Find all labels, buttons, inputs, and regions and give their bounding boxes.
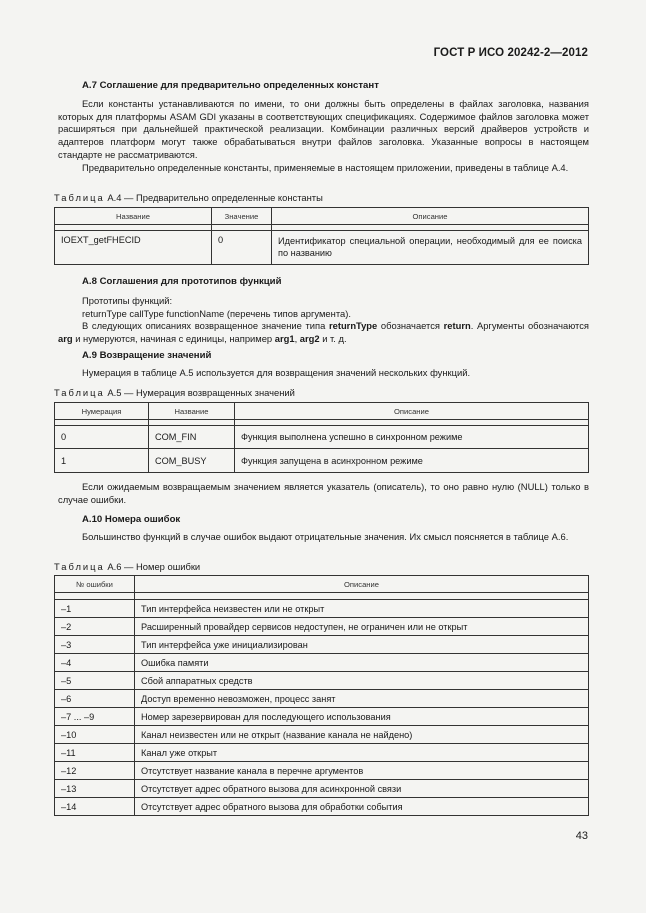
table-cell: Идентификатор специальной операции, необходимый для ее поиска по названию bbox=[272, 231, 589, 265]
section-a10 bbox=[58, 514, 589, 544]
table-cell: COM_FIN bbox=[149, 426, 235, 449]
table-cell: Отсутствует адрес обратного вызова для обработки события bbox=[135, 798, 589, 816]
table-a5-header: Описание bbox=[235, 403, 589, 420]
section-a9-para: Нумерация в таблице А.5 используется для возвращения значений нескольких функций. bbox=[82, 366, 471, 378]
table-a4-caption-text: А.4 — Предварительно определенные константы bbox=[107, 192, 323, 203]
pointer-note bbox=[58, 481, 589, 507]
section-a10-heading: А.10 Номера ошибок bbox=[82, 514, 181, 525]
table-cell: Функция выполнена успешно в синхронном режиме bbox=[235, 426, 589, 449]
table-a5-header: Нумерация bbox=[55, 403, 149, 420]
section-a8-line2: returnType callType functionName (перечень типов аргумента). bbox=[82, 307, 351, 319]
table-a4-caption-label: Таблица bbox=[54, 192, 105, 203]
table-cell: Функция запущена в асинхронном режиме bbox=[235, 449, 589, 473]
table-cell: –11 bbox=[55, 744, 135, 762]
table-cell: 0 bbox=[212, 231, 272, 265]
section-a8-heading: А.8 Соглашения для прототипов функций bbox=[82, 276, 282, 287]
table-cell: –13 bbox=[55, 780, 135, 798]
table-row bbox=[55, 744, 589, 762]
table-cell: Тип интерфейса уже инициализирован bbox=[135, 636, 589, 654]
table-cell: –7 ... –9 bbox=[55, 708, 135, 726]
section-a7 bbox=[58, 80, 589, 175]
table-row bbox=[55, 726, 589, 744]
table-a4-header: Название bbox=[55, 208, 212, 225]
table-a5 bbox=[54, 402, 589, 473]
table-a4-header: Значение bbox=[212, 208, 272, 225]
section-a8-para: В следующих описаниях возвращенное значение типа returnType обозначается return. Аргументы обозначаются arg и нумеруются, начиная с единицы, например arg1, arg2 и т. д. bbox=[58, 320, 589, 345]
table-cell: –3 bbox=[55, 636, 135, 654]
page-number: 43 bbox=[575, 830, 588, 842]
table-cell: Канал уже открыт bbox=[135, 744, 589, 762]
table-cell: –4 bbox=[55, 654, 135, 672]
table-cell: 0 bbox=[55, 426, 149, 449]
table-a5-caption bbox=[54, 387, 585, 400]
table-row bbox=[55, 708, 589, 726]
table-cell: Канал неизвестен или не открыт (название канала не найдено) bbox=[135, 726, 589, 744]
table-row bbox=[55, 762, 589, 780]
table-a5-caption-label: Таблица bbox=[54, 387, 105, 398]
section-a8 bbox=[58, 276, 589, 346]
section-a10-para: Большинство функций в случае ошибок выдают отрицательные значения. Их смысл поясняется в таблице А.6. bbox=[82, 530, 569, 542]
table-cell: 1 bbox=[55, 449, 149, 473]
table-cell: –2 bbox=[55, 618, 135, 636]
table-row bbox=[55, 231, 589, 265]
table-cell: Тип интерфейса неизвестен или не открыт bbox=[135, 600, 589, 618]
table-cell: Расширенный провайдер сервисов недоступен, не ограничен или не открыт bbox=[135, 618, 589, 636]
table-a6-header: Описание bbox=[135, 576, 589, 593]
pointer-note-para: Если ожидаемым возвращаемым значением является указатель (описатель), то оно равно нулю (NULL) только в случае ошибки. bbox=[58, 481, 589, 505]
table-cell: –12 bbox=[55, 762, 135, 780]
section-a7-para2: Предварительно определенные константы, применяемые в настоящем приложении, приведены в таблице А.4. bbox=[82, 161, 569, 173]
section-a7-heading: А.7 Соглашение для предварительно определенных констант bbox=[82, 80, 379, 91]
table-cell: –6 bbox=[55, 690, 135, 708]
table-a5-header: Название bbox=[149, 403, 235, 420]
table-cell: IOEXT_getFHECID bbox=[55, 231, 212, 265]
table-cell: –14 bbox=[55, 798, 135, 816]
table-cell: COM_BUSY bbox=[149, 449, 235, 473]
section-a9-heading: А.9 Возвращение значений bbox=[82, 350, 212, 361]
section-a8-line1: Прототипы функций: bbox=[82, 294, 173, 306]
table-row bbox=[55, 449, 589, 473]
table-row bbox=[55, 426, 589, 449]
table-a6 bbox=[54, 575, 589, 816]
table-cell: –5 bbox=[55, 672, 135, 690]
table-cell: Отсутствует адрес обратного вызова для асинхронной связи bbox=[135, 780, 589, 798]
table-cell: –1 bbox=[55, 600, 135, 618]
table-cell: Сбой аппаратных средств bbox=[135, 672, 589, 690]
table-cell: Доступ временно невозможен, процесс занят bbox=[135, 690, 589, 708]
section-a7-para1: Если константы устанавливаются по имени, то они должны быть определены в файлах заголовка, названия которых для платформы ASAM GDI указаны в соответствующих спецификациях. Содержимое файлов заголовка может расширяться при дальнейшей практической реализации. Комбинации различных версий драйверов устройств и адаптеров платформ могут также обрабатываться внутри файлов заголовка. Указанные вопросы в настоящем стандарте не рассматриваются. bbox=[58, 97, 589, 160]
table-a6-caption-label: Таблица bbox=[54, 561, 105, 572]
table-a4 bbox=[54, 207, 589, 265]
standard-header: ГОСТ Р ИСО 20242-2—2012 bbox=[433, 47, 588, 59]
table-row bbox=[55, 654, 589, 672]
section-a9 bbox=[58, 350, 589, 380]
table-a5-caption-text: А.5 — Нумерация возвращенных значений bbox=[107, 387, 295, 398]
table-row bbox=[55, 798, 589, 816]
table-row bbox=[55, 672, 589, 690]
table-row bbox=[55, 618, 589, 636]
table-a6-caption-text: А.6 — Номер ошибки bbox=[107, 561, 201, 572]
table-cell: Номер зарезервирован для последующего использования bbox=[135, 708, 589, 726]
table-a6-caption bbox=[54, 561, 585, 574]
table-row bbox=[55, 690, 589, 708]
table-a4-header: Описание bbox=[272, 208, 589, 225]
table-a4-caption bbox=[54, 192, 585, 205]
table-cell: Ошибка памяти bbox=[135, 654, 589, 672]
table-a6-header: № ошибки bbox=[55, 576, 135, 593]
table-row bbox=[55, 636, 589, 654]
table-row bbox=[55, 780, 589, 798]
table-cell: Отсутствует название канала в перечне аргументов bbox=[135, 762, 589, 780]
table-row bbox=[55, 600, 589, 618]
table-cell: –10 bbox=[55, 726, 135, 744]
